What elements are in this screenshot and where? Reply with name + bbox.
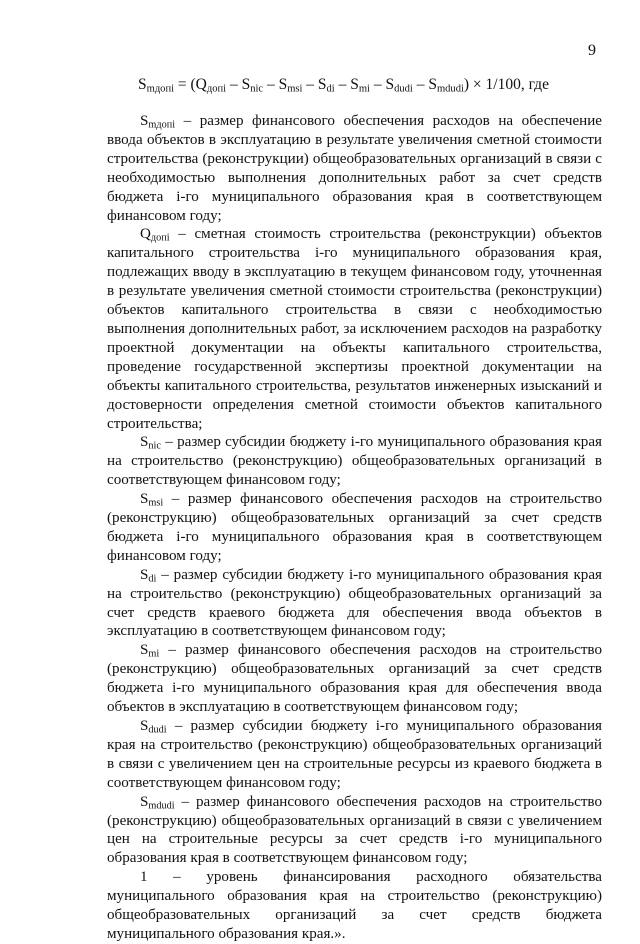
definition-subscript: di <box>148 573 157 585</box>
formula-operator: – <box>334 76 351 93</box>
definition-paragraph <box>107 225 602 433</box>
definition-text: – размер субсидии бюджету i-го муниципального образования края на строительство (реконструкцию) общеобразовательных организаций в соответствующем финансовом году; <box>107 434 602 489</box>
definition-subscript: mдопi <box>148 119 176 131</box>
formula-term-symbol: S <box>428 76 437 93</box>
definition-text: – сметная стоимость строительства (реконструкции) объектов капитального строительства i-го муниципального образования края, подлежащих вводу в эксплуатацию в текущем финансовом году, уточненная в результате увеличения сметной стоимости строительства (реконструкции) объектов капитального строительства в связи с необходимостью выполнения дополнительных работ, за исключением расходов на разработку проектной документации на объекты капитального строительства, проведение государственной экспертизы проектной документации на объекты капитального строительства, результатов инженерных изысканий и достоверности определения сметной стоимости объектов капитального строительства; <box>107 226 602 432</box>
formula-term-subscript: nic <box>250 83 264 95</box>
definitions-list <box>107 112 602 868</box>
definition-paragraph <box>107 566 602 642</box>
definition-subscript: mdudi <box>148 800 175 812</box>
formula-term-subscript: msi <box>287 83 303 95</box>
formula-operator: – <box>263 76 279 93</box>
definition-text: – размер финансового обеспечения расходов на строительство (реконструкцию) общеобразовательных организаций в связи с увеличением цен на строительные ресурсы за счет средств i-го муниципального образования края в соответствующем финансовом году; <box>107 793 602 867</box>
formula-term-subscript: mi <box>358 83 370 95</box>
definition-subscript: mi <box>148 648 160 660</box>
formula-term-subscript: mdudi <box>436 83 464 95</box>
formula-term-symbol: S <box>317 76 327 93</box>
formula <box>138 76 608 94</box>
definition-subscript: nic <box>148 440 161 452</box>
formula-terms <box>196 76 464 93</box>
definition-text: – размер субсидии бюджету i-го муниципального образования края на строительство (реконструкцию) общеобразовательных организаций за счет средств краевого бюджета для обеспечения ввода объектов в эксплуатацию в соответствующем финансовом году; <box>107 566 602 640</box>
formula-tail: ) × 1/100, где <box>463 76 549 93</box>
formula-term-symbol: S <box>350 76 359 93</box>
definition-paragraph <box>107 793 602 869</box>
formula-lhs-subscript: mдопi <box>146 83 175 95</box>
definition-symbol: S <box>140 491 149 508</box>
formula-term-symbol: S <box>278 76 288 93</box>
definition-paragraph <box>107 112 602 225</box>
definition-symbol: S <box>140 434 149 451</box>
closing-paragraph: 1 – уровень финансирования расходного обязательства муниципального образования края на строительство (реконструкцию) общеобразовательных организаций за счет средств бюджета муниципального образования края.». <box>107 869 602 942</box>
definition-paragraph <box>107 490 602 566</box>
definition-symbol: S <box>140 718 149 734</box>
formula-term-symbol: S <box>385 76 395 93</box>
definition-symbol: S <box>140 793 149 810</box>
definition-text: – размер финансового обеспечения расходов на строительство (реконструкцию) общеобразовательных организаций за счет средств бюджета i-го муниципального образования края в соответствующем финансовом году; <box>107 491 602 564</box>
definition-subscript: допi <box>150 233 170 244</box>
definition-paragraph <box>107 433 602 490</box>
definition-symbol: S <box>140 566 149 583</box>
definition-text: – размер финансового обеспечения расходов на строительство (реконструкцию) общеобразовательных организаций за счет средств бюджета i-го муниципального образования края для обеспечения ввода объектов в эксплуатацию в соответствующем финансовом году; <box>107 642 602 716</box>
formula-lhs-symbol: S <box>138 76 147 93</box>
definition-subscript: msi <box>148 497 164 509</box>
formula-term-symbol: Q <box>195 76 207 93</box>
formula-equals: = ( <box>174 76 196 93</box>
definition-text: – размер субсидии бюджету i-го муниципального образования края на строительство (реконструкцию) общеобразовательных организаций в связи с увеличением цен на строительные ресурсы из краевого бюджета в соответствующем финансовом году; <box>107 718 602 791</box>
page-number: 9 <box>588 42 596 59</box>
formula-term-symbol: S <box>241 76 251 93</box>
formula-term-subscript: di <box>326 83 335 95</box>
formula-term-subscript: dudi <box>394 83 413 95</box>
definition-paragraph <box>107 717 602 793</box>
definition-text: – размер финансового обеспечения расходов на обеспечение ввода объектов в эксплуатацию в результате увеличения сметной стоимости строительства (реконструкции) общеобразовательных организаций в связи с необходимостью выполнения дополнительных работ за счет средств бюджета i-го муниципального образования края в соответствующем финансовом году; <box>107 113 602 224</box>
formula-operator: – <box>412 76 429 93</box>
definitions-text <box>107 112 602 944</box>
definition-symbol: Q <box>140 226 151 243</box>
definition-symbol: S <box>140 113 149 129</box>
formula-operator: – <box>302 76 318 93</box>
formula-term-subscript: допi <box>206 83 227 95</box>
definition-symbol: S <box>140 642 149 659</box>
definition-paragraph <box>107 641 602 717</box>
formula-operator: – <box>226 76 242 93</box>
definition-subscript: dudi <box>148 724 167 736</box>
formula-operator: – <box>369 76 386 93</box>
